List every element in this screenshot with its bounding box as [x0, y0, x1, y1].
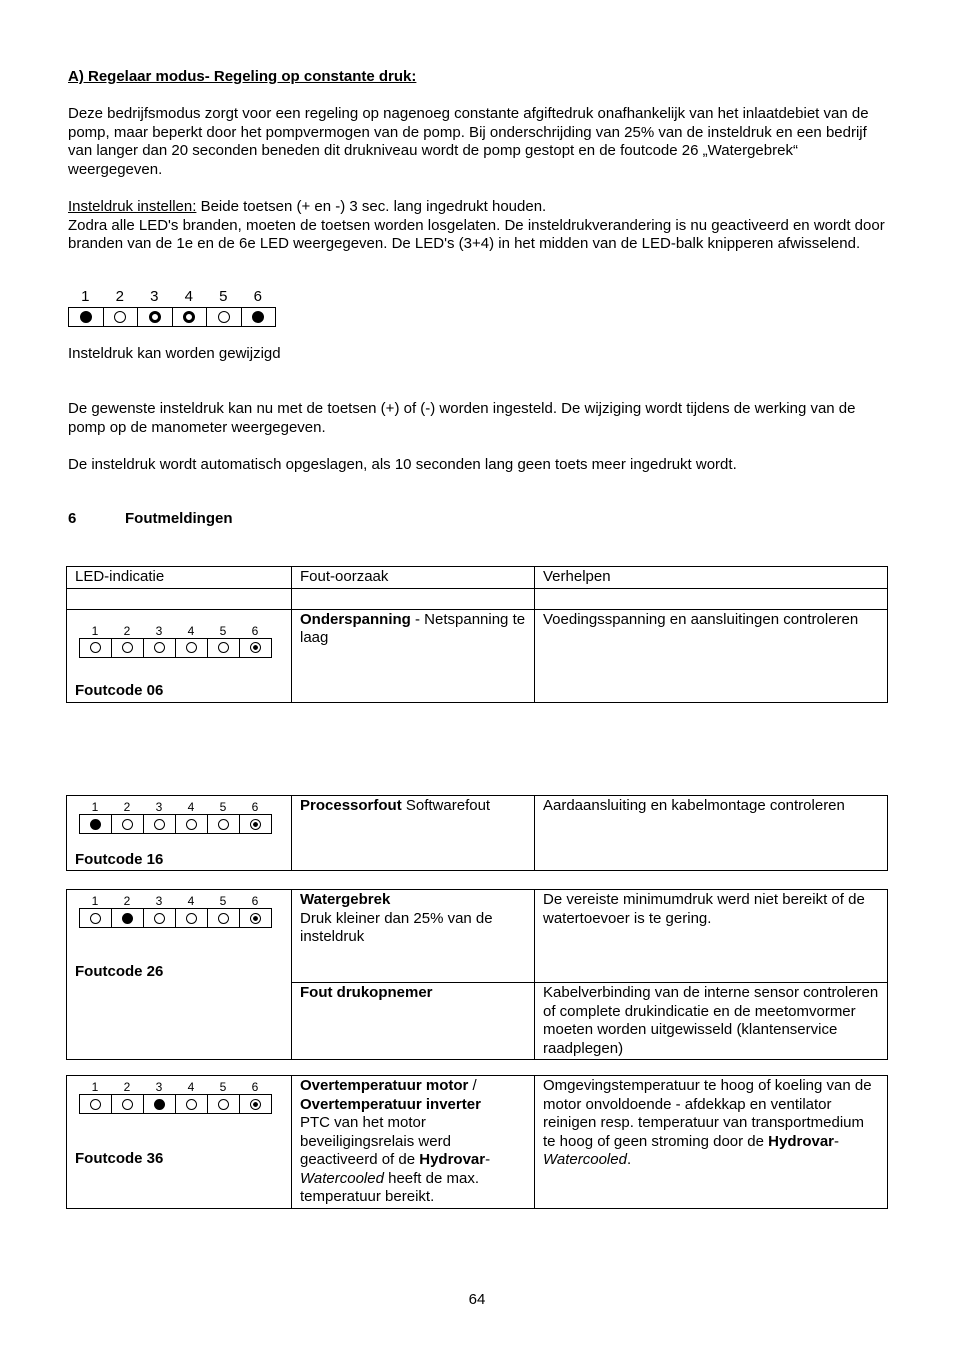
led-cell — [112, 909, 144, 927]
remedy-cell: Aardaansluiting en kabelmontage controleren — [535, 796, 888, 871]
led-number: 5 — [219, 288, 228, 305]
led-bar — [79, 1094, 272, 1114]
led-cell — [144, 815, 176, 833]
cause-title-motor: Overtemperatuur motor — [300, 1077, 469, 1094]
cause-cell — [292, 1076, 535, 1209]
section-number: 6 — [68, 510, 77, 527]
led-number: 1 — [91, 623, 99, 638]
led-off-icon — [154, 913, 165, 924]
cause-title-inverter: Overtemperatuur inverter — [300, 1095, 481, 1113]
cause-text: Druk kleiner dan 25% van de insteldruk — [300, 909, 493, 945]
led-on-icon — [154, 1099, 165, 1110]
remedy-text: Omgevingstemperatuur te hoog of koeling van de motor onvoldoende - afdekkap en ventilator reinigen resp. temperatuur van transportmedium te hoog of geen stroming door de — [543, 1077, 872, 1150]
cause-cell — [292, 890, 535, 983]
led-number: 1 — [91, 1080, 99, 1094]
led-off-icon — [90, 913, 101, 924]
empty-cell — [292, 588, 535, 609]
led-cell — [80, 639, 112, 657]
led-off-icon — [186, 819, 197, 830]
led-bar — [79, 908, 272, 928]
led-cell — [176, 909, 208, 927]
led-number: 1 — [91, 800, 99, 814]
led-number: 5 — [219, 623, 227, 638]
error-code: Foutcode 26 — [75, 963, 164, 980]
led-off-icon — [186, 642, 197, 653]
cause-text: PTC van het motor beveiligingsrelais werd geactiveerd of de — [300, 1114, 451, 1168]
led-blink-icon — [183, 311, 195, 323]
led-cell — [144, 909, 176, 927]
insteldruk-text2: Zodra alle LED's branden, moeten de toetsen worden losgelaten. De insteldrukverandering is nu geactiveerd en wordt door branden van de 1e en de 6e LED weergegeven. De LED's (3+4) in het midden van de LED-balk knipperen afwisselend. — [68, 216, 885, 252]
led-cell — [144, 1095, 176, 1113]
led-cell — [240, 639, 271, 657]
led-bar — [79, 814, 272, 834]
led-off-icon — [154, 819, 165, 830]
led-cell — [104, 308, 139, 326]
led-off-icon — [114, 311, 126, 323]
led-cell — [80, 1095, 112, 1113]
led-number: 5 — [219, 894, 227, 908]
cause-title: Fout drukopnemer — [300, 984, 433, 1001]
led-number-row — [68, 288, 275, 305]
led-number: 6 — [251, 623, 259, 638]
led-cell — [208, 909, 240, 927]
led-cell — [240, 815, 271, 833]
cause-watercooled: Watercooled — [300, 1169, 384, 1187]
cause-title: Processorfout — [300, 797, 402, 814]
led-indicator-cell — [67, 609, 292, 702]
led-number: 4 — [187, 623, 195, 638]
led-on-icon — [122, 913, 133, 924]
led-number: 2 — [123, 800, 131, 814]
cause-text: Softwarefout — [401, 797, 491, 814]
remedy-cell: Kabelverbinding van de interne sensor controleren of complete drukindicatie en de meetomvormer moeten worden uitgewisseld (klantenservice raadplegen) — [535, 983, 888, 1060]
led-number: 3 — [150, 288, 159, 305]
led-off-icon — [90, 642, 101, 653]
led-number: 1 — [81, 288, 90, 305]
led-dot-icon — [250, 913, 261, 924]
cause-text: - Netspanning te laag — [300, 610, 526, 646]
led-number: 2 — [123, 623, 131, 638]
led-cell — [208, 639, 240, 657]
led-number: 4 — [187, 894, 195, 908]
led-cell — [144, 639, 176, 657]
error-table-06 — [66, 566, 888, 703]
led-cell — [173, 308, 208, 326]
cause-title: Watergebrek — [300, 891, 391, 908]
led-off-icon — [122, 642, 133, 653]
led-off-icon — [186, 913, 197, 924]
insteldruk-label: Insteldruk instellen: — [68, 198, 197, 215]
header-cause: Fout-oorzaak — [292, 567, 535, 589]
led-cell — [240, 909, 271, 927]
cause-cell — [292, 796, 535, 871]
led-cell — [112, 815, 144, 833]
pressure-paragraph: De gewenste insteldruk kan nu met de toetsen (+) of (-) worden ingesteld. De wijziging wordt tijdens de werking van de pomp op de manometer weergegeven. — [68, 400, 856, 436]
led-cell — [176, 639, 208, 657]
led-number: 3 — [155, 1080, 163, 1094]
header-led: LED-indicatie — [67, 567, 292, 589]
led-dot-icon — [250, 642, 261, 653]
led-cell — [69, 308, 104, 326]
led-number-row — [79, 1080, 271, 1094]
cause-cell — [292, 983, 535, 1060]
remedy-watercooled: Watercooled — [543, 1151, 627, 1168]
autosave-paragraph: De insteldruk wordt automatisch opgeslagen, als 10 seconden lang geen toets meer ingedrukt wordt. — [68, 456, 737, 473]
led-cell — [138, 308, 173, 326]
led-cell — [242, 308, 276, 326]
empty-cell — [535, 588, 888, 609]
led-cell — [208, 1095, 240, 1113]
error-table-26 — [66, 889, 888, 1060]
cause-hydrovar: Hydrovar — [419, 1151, 486, 1168]
error-code: Foutcode 16 — [75, 851, 164, 868]
led-indicator-cell — [67, 890, 292, 1060]
led-caption: Insteldruk kan worden gewijzigd — [68, 345, 281, 362]
led-cell — [112, 1095, 144, 1113]
led-number-row — [79, 894, 271, 908]
led-number: 4 — [184, 288, 193, 305]
led-number: 4 — [187, 800, 195, 814]
error-code: Foutcode 06 — [75, 681, 164, 699]
led-off-icon — [90, 1099, 101, 1110]
insteldruk-text1: Beide toetsen (+ en -) 3 sec. lang ingedrukt houden. — [196, 198, 547, 215]
led-number: 2 — [123, 894, 131, 908]
cause-sep: / — [468, 1077, 477, 1094]
led-cell — [207, 308, 242, 326]
section-title: Foutmeldingen — [125, 510, 233, 527]
led-number: 1 — [91, 894, 99, 908]
intro-paragraph: Deze bedrijfsmodus zorgt voor een regeling op nagenoeg constante afgiftedruk onafhankelijk van het inlaatdebiet van de pomp, maar beperkt door het pompvermogen van de pomp. Bij onderschrijding van 25% van de insteldruk en een bedrijf van langer dan 20 seconden beneden dit drukniveau wordt de pomp gestopt en de foutcode 26 „Watergebrek“ weergegeven. — [68, 105, 869, 178]
led-number-row — [79, 800, 271, 814]
led-cell — [208, 815, 240, 833]
remedy-cell: De vereiste minimumdruk werd niet bereikt of de watertoevoer is te gering. — [535, 890, 888, 983]
led-off-icon — [154, 642, 165, 653]
remedy-cell: Voedingsspanning en aansluitingen controleren — [535, 609, 888, 702]
led-number: 3 — [155, 800, 163, 814]
led-number: 3 — [155, 623, 163, 638]
led-indicator-cell — [67, 796, 292, 871]
page-number: 64 — [468, 1291, 486, 1308]
cause-cell — [292, 609, 535, 702]
led-bar — [68, 307, 276, 327]
remedy-end: . — [626, 1151, 632, 1168]
led-number: 5 — [219, 1080, 227, 1094]
led-off-icon — [186, 1099, 197, 1110]
remedy-hydrovar: Hydrovar — [768, 1132, 835, 1150]
led-blink-icon — [149, 311, 161, 323]
cause-dash: - — [485, 1151, 491, 1168]
led-dot-icon — [250, 1099, 261, 1110]
led-cell — [176, 1095, 208, 1113]
led-off-icon — [218, 913, 229, 924]
led-number: 2 — [115, 288, 124, 305]
led-cell — [240, 1095, 271, 1113]
remedy-cell — [535, 1076, 888, 1209]
section-heading: A) Regelaar modus- Regeling op constante druk: — [68, 68, 417, 85]
led-number: 6 — [253, 288, 262, 305]
led-cell — [176, 815, 208, 833]
remedy-dash: - — [834, 1132, 840, 1150]
led-indicator-cell — [67, 1076, 292, 1209]
insteldruk-paragraph — [68, 198, 888, 254]
cause-title: Onderspanning — [300, 610, 411, 628]
led-off-icon — [218, 311, 230, 323]
led-off-icon — [218, 819, 229, 830]
led-dot-icon — [250, 819, 261, 830]
led-cell — [112, 639, 144, 657]
led-on-icon — [80, 311, 92, 323]
led-number: 6 — [251, 894, 259, 908]
led-cell — [80, 909, 112, 927]
error-code: Foutcode 36 — [75, 1150, 164, 1167]
led-number: 3 — [155, 894, 163, 908]
led-off-icon — [122, 819, 133, 830]
led-on-icon — [252, 311, 264, 323]
led-number: 6 — [251, 800, 259, 814]
led-number-row — [79, 624, 271, 638]
led-bar — [79, 638, 272, 658]
led-number: 2 — [123, 1080, 131, 1094]
led-number: 6 — [251, 1080, 259, 1094]
led-number: 5 — [219, 800, 227, 814]
error-table-36 — [66, 1075, 888, 1209]
header-remedy: Verhelpen — [535, 567, 888, 589]
led-cell — [80, 815, 112, 833]
led-on-icon — [90, 819, 101, 830]
led-off-icon — [218, 1099, 229, 1110]
led-off-icon — [218, 642, 229, 653]
cause-text-end: heeft de max. temperatuur bereikt. — [300, 1169, 479, 1205]
led-off-icon — [122, 1099, 133, 1110]
error-table-16 — [66, 795, 888, 871]
led-number: 4 — [187, 1080, 195, 1094]
empty-cell — [67, 588, 292, 609]
